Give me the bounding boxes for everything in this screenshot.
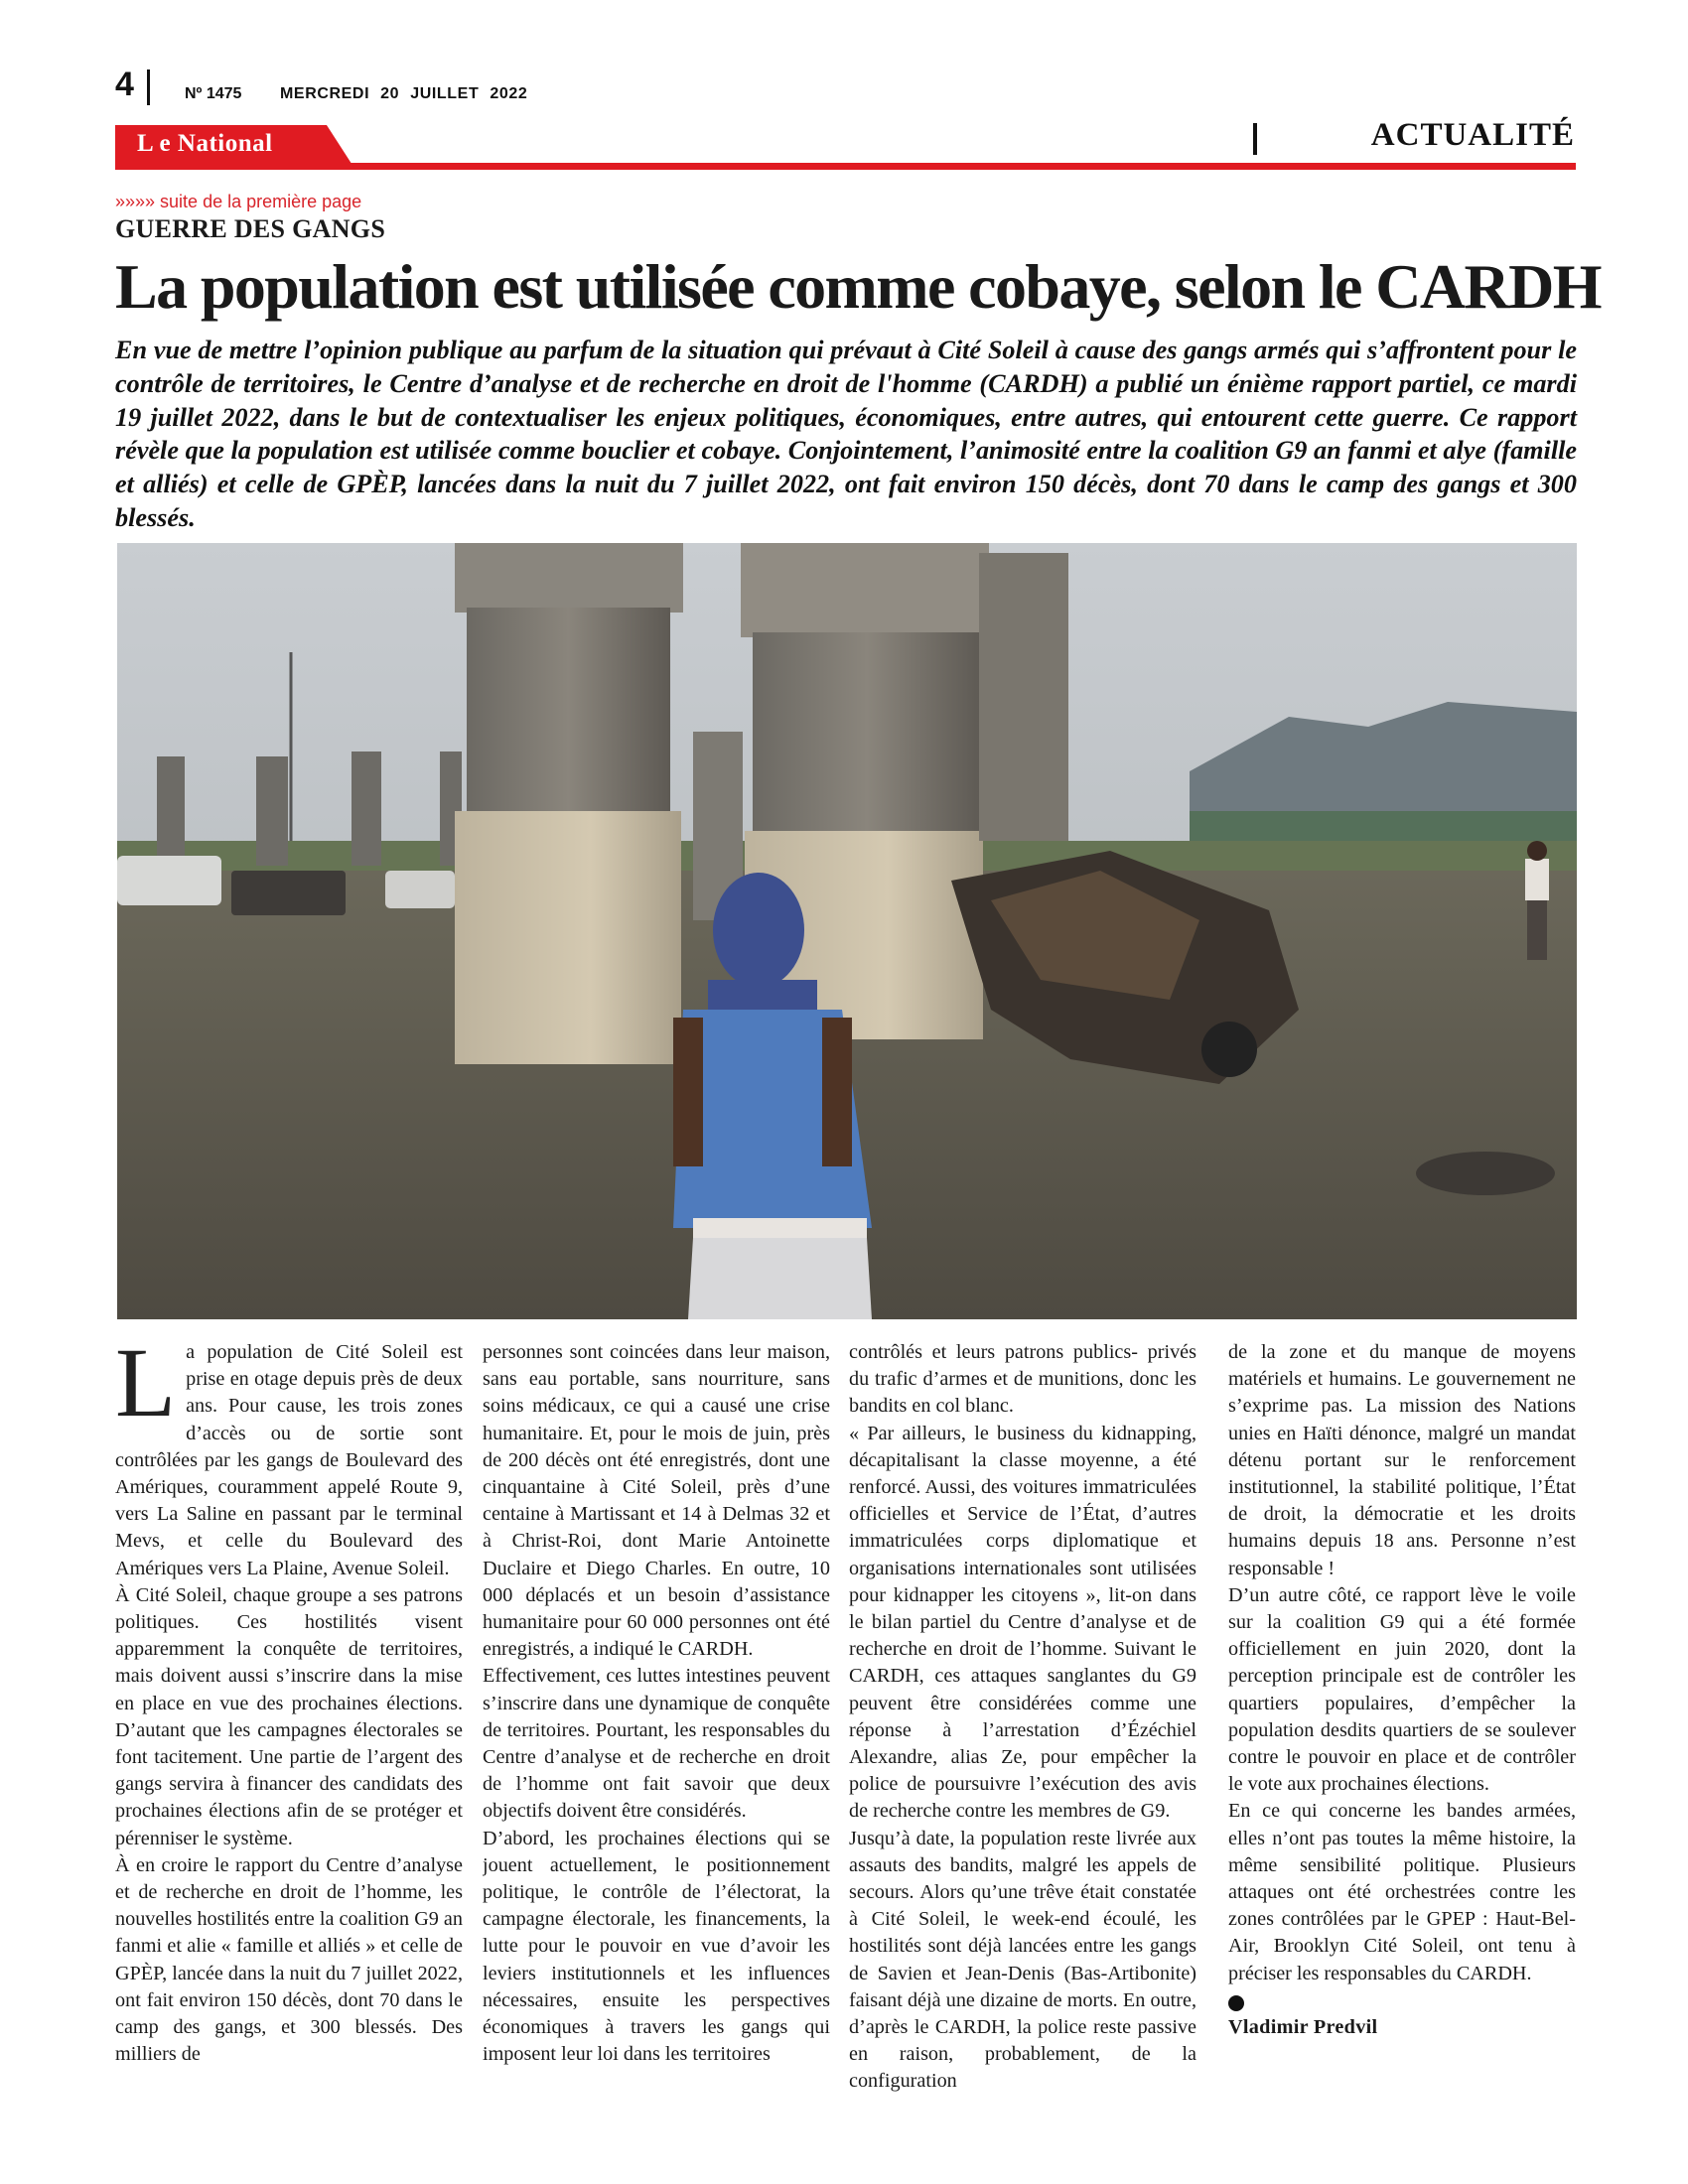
brand-name: L e National — [137, 130, 273, 157]
end-of-article-icon — [1228, 1995, 1244, 2011]
paragraph: Jusqu’à date, la population reste livrée aux assauts des bandits, malgré les appels de secours. Alors qu’une trêve était constatée à Cité Soleil, le week-end écoulé, les hostilités sont déjà lancées entre les gangs de Savien et Jean-Denis (Bas-Artibonite) faisant déjà une dizaine de morts. En outre, d’après le CARDH, la police reste passive en raison, probablement, de la configuration — [849, 1827, 1196, 2093]
paragraph: À Cité Soleil, chaque groupe a ses patrons politiques. Ces hostilités visent apparemment la conquête de territoires, mais doivent aussi s’inscrire dans la mise en place en vue des prochaines élections. D’autant que les campagnes électorales se font tacitement. Une partie de l’argent des gangs servira à financer des candidats des prochaines élections afin de se protéger et pérenniser le système. — [115, 1583, 463, 1849]
paragraph: contrôlés et leurs patrons publics- privés du trafic d’armes et de munitions, donc les bandits en col blanc. — [849, 1341, 1196, 1418]
page-number-divider — [147, 69, 150, 105]
drop-cap: L — [115, 1339, 177, 1437]
paragraph: D’abord, les prochaines élections qui se jouent actuellement, le positionnement politique, le contrôle de l’électorat, la campagne électorale, les financements, la lutte pour le pouvoir en vue d’avoir les leviers institutionnels et les influences nécessaires, ensuite les perspectives économiques à travers les gangs qui imposent leur loi dans les territoires — [483, 1827, 830, 2066]
author-byline: Vladimir Predvil — [1228, 2016, 1378, 2039]
article-lead: En vue de mettre l’opinion publique au parfum de la situation qui prévaut à Cité Soleil à cause des gangs armés qui s’affrontent pour le contrôle de territoires, le Centre d’analyse et de recherche en droit de l'homme (CARDH) a publié un énième rapport partiel, ce mardi 19 juillet 2022, dans le but de contextualiser les enjeux politiques, économiques, entre autres, qui entourent cette guerre. Ce rapport révèle que la population est utilisée comme bouclier et cobaye. Conjointement, l’animosité entre la coalition G9 an fanmi et alye (famille et alliés) et celle de GPÈP, lancées dans la nuit du 7 juillet 2022, ont fait environ 150 décès, dont 70 dans le camp des gangs et 300 blessés. — [115, 336, 1577, 532]
paragraph: D’un autre côté, ce rapport lève le voile sur la coalition G9 qui a été formée officiellement en juin 2020, dont la perception principale est de contrôler les quartiers populaires, d’empêcher la population desdits quartiers de se soulever contre le pouvoir en place et de contrôler le vote aux prochaines élections. — [1228, 1583, 1576, 1796]
article-kicker: GUERRE DES GANGS — [115, 214, 386, 243]
section-label: ACTUALITÉ — [1370, 117, 1575, 153]
issue-number: Nº 1475 — [185, 85, 242, 102]
article-column-3 — [849, 1339, 1196, 2123]
paragraph: En ce qui concerne les bandes armées, elles n’ont pas toutes la même histoire, la même sensibilité politique. Plusieurs attaques ont été orchestrées contre les zones contrôlées par le GPEP : Haut-Bel-Air, Brooklyn Cité Soleil, ont tenu à préciser les responsables du CARDH. — [1228, 1800, 1576, 1984]
article-column-1 — [115, 1339, 463, 2123]
article-title: La population est utilisée comme cobaye, selon le CARDH — [115, 251, 1601, 322]
paragraph: personnes sont coincées dans leur maison, sans eau portable, sans nourriture, sans soins médicaux, ce qui a causé une crise humanitaire. Et, pour le mois de juin, près de 200 décès ont été enregistrés, dont une cinquantaine à Cité Soleil, près d’une centaine à Martissant et 14 à Delmas 32 et à Christ-Roi, dont Marie Antoinette Duclaire et Diego Charles. En outre, 10 000 déplacés et un besoin d’assistance humanitaire pour 60 000 personnes ont été enregistrés, a indiqué le CARDH. — [483, 1341, 830, 1661]
publication-date: MERCREDI 20 JUILLET 2022 — [280, 85, 528, 102]
page-number: 4 — [115, 66, 134, 103]
photo-illustration — [117, 543, 1577, 1319]
paragraph: Effectivement, ces luttes intestines peuvent s’inscrire dans une dynamique de conquête de territoires. Pourtant, les responsables du Centre d’analyse et de recherche en droit de l’homme ont fait savoir que deux objectifs doivent être considérés. — [483, 1665, 830, 1823]
paragraph: de la zone et du manque de moyens matériels et humains. Le gouvernement ne s’exprime pas. La mission des Nations unies en Haïti dénonce, malgré un mandat détenu portant sur le renforcement institutionnel, la stabilité politique, l’État de droit, la démocratie et les droits humains depuis 18 ans. Personne n’est responsable ! — [1228, 1341, 1576, 1579]
paragraph: « Par ailleurs, le business du kidnapping, décapitalisant la classe moyenne, a été renforcé. Aussi, des voitures immatriculées officielles et Service de l’État, d’autres immatriculées corps diplomatique et organisations internationales sont utilisées pour kidnapper les citoyens », lit-on dans le bilan partiel du Centre d’analyse et de recherche en droit de l’homme. Suivant le CARDH, ces attaques sanglantes du G9 peuvent être considérées comme une réponse à l’arrestation d’Ézéchiel Alexandre, alias Ze, pour empêcher la police de poursuivre l’exécution des avis de recherche contre les membres de G9. — [849, 1422, 1196, 1823]
continued-from-front-page: »»»» suite de la première page — [115, 192, 362, 211]
paragraph: a population de Cité Soleil est prise en otage depuis près de deux ans. Pour cause, les trois zones d’accès ou de sortie sont contrôlées par les gangs de Boulevard des Amériques, couramment appelé Route 9, vers La Saline en passant par le terminal Mevs, et celle du Boulevard des Amériques vers La Plaine, Avenue Soleil. — [115, 1341, 463, 1579]
end-mark — [1228, 1987, 1576, 2014]
paragraph: À en croire le rapport du Centre d’analyse et de recherche en droit de l’homme, les nouvelles hostilités entre la coalition G9 an fanmi et alie « famille et alliés » et celle de GPÈP, lancée dans la nuit du 7 juillet 2022, ont fait environ 150 décès, dont 70 dans le camp des gangs, et 300 blessés. Des milliers de — [115, 1853, 463, 2066]
article-photo — [117, 543, 1577, 1319]
section-divider — [1253, 123, 1257, 155]
article-column-2 — [483, 1339, 830, 2123]
article-column-4 — [1228, 1339, 1576, 2123]
